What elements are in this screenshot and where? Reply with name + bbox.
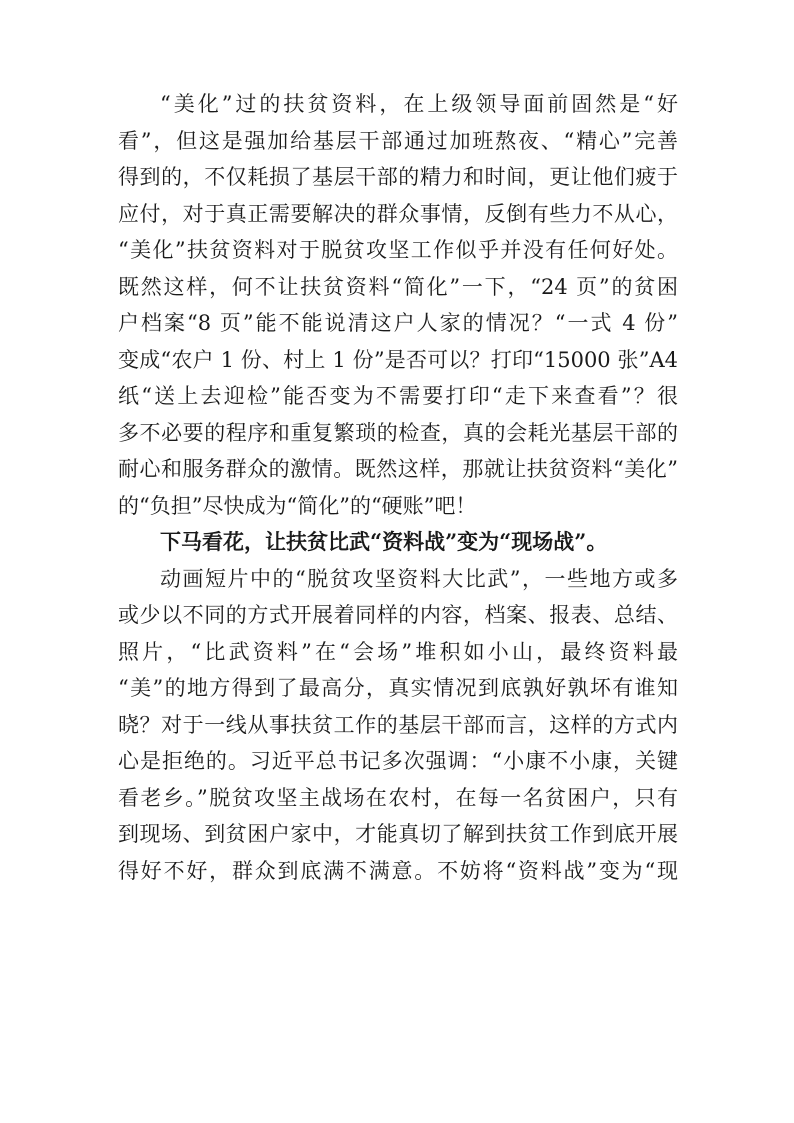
text-line: 纸“送上去迎检”能否变为不需要打印“走下来查看”？很 <box>118 384 678 408</box>
text-line: 得好不好，群众到底满不满意。不妨将“资料战”变为“现 <box>118 858 678 883</box>
text-line: 看”，但这是强加给基层干部通过加班熬夜、“精心”完善 <box>118 128 678 153</box>
text-line: 动画短片中的“脱贫攻坚资料大比武”，一些地方或多 <box>160 566 678 591</box>
text-line: 耐心和服务群众的激情。既然这样，那就让扶贫资料“美化” <box>118 457 678 481</box>
text-line: 或少以不同的方式开展着同样的内容，档案、报表、总结、 <box>118 603 678 627</box>
text-line: 既然这样，何不让扶贫资料“简化”一下，“24 页”的贫困 <box>118 274 678 299</box>
text-line: 的“负担”尽快成为“简化”的“硬账”吧！ <box>118 493 477 518</box>
text-line: 心是拒绝的。习近平总书记多次强调：“小康不小康，关键 <box>118 749 678 773</box>
text-line: 晓？对于一线从事扶贫工作的基层干部而言，这样的方式内 <box>118 712 678 737</box>
text-line: 户档案“8 页”能不能说清这户人家的情况？“一式 4 份” <box>118 311 678 335</box>
text-line: 得到的，不仅耗损了基层干部的精力和时间，更让他们疲于 <box>118 165 678 189</box>
text-line: 看老乡。”脱贫攻坚主战场在农村，在每一名贫困户，只有 <box>118 785 678 810</box>
text-line: “美化”过的扶贫资料，在上级领导面前固然是“好 <box>160 92 678 116</box>
text-line: 照片，“比武资料”在“会场”堆积如小山，最终资料最 <box>118 639 678 664</box>
text-line: “美”的地方得到了最高分，真实情况到底孰好孰坏有谁知 <box>118 676 678 700</box>
paragraph-2 <box>118 561 678 890</box>
text-line: 多不必要的程序和重复繁琐的检查，真的会耗光基层干部的 <box>118 420 678 445</box>
text-line: 到现场、到贫困户家中，才能真切了解到扶贫工作到底开展 <box>118 822 678 846</box>
section-heading: 下马看花，让扶贫比武“资料战”变为“现场战”。 <box>160 529 608 554</box>
document-body <box>118 86 678 889</box>
text-line: 应付，对于真正需要解决的群众事情，反倒有些力不从心， <box>118 201 678 226</box>
text-line: 变成“农户 1 份、村上 1 份”是否可以？打印“15000 张”A4 <box>118 347 678 372</box>
text-line: “美化”扶贫资料对于脱贫攻坚工作似乎并没有任何好处。 <box>118 238 678 262</box>
paragraph-1 <box>118 86 678 524</box>
